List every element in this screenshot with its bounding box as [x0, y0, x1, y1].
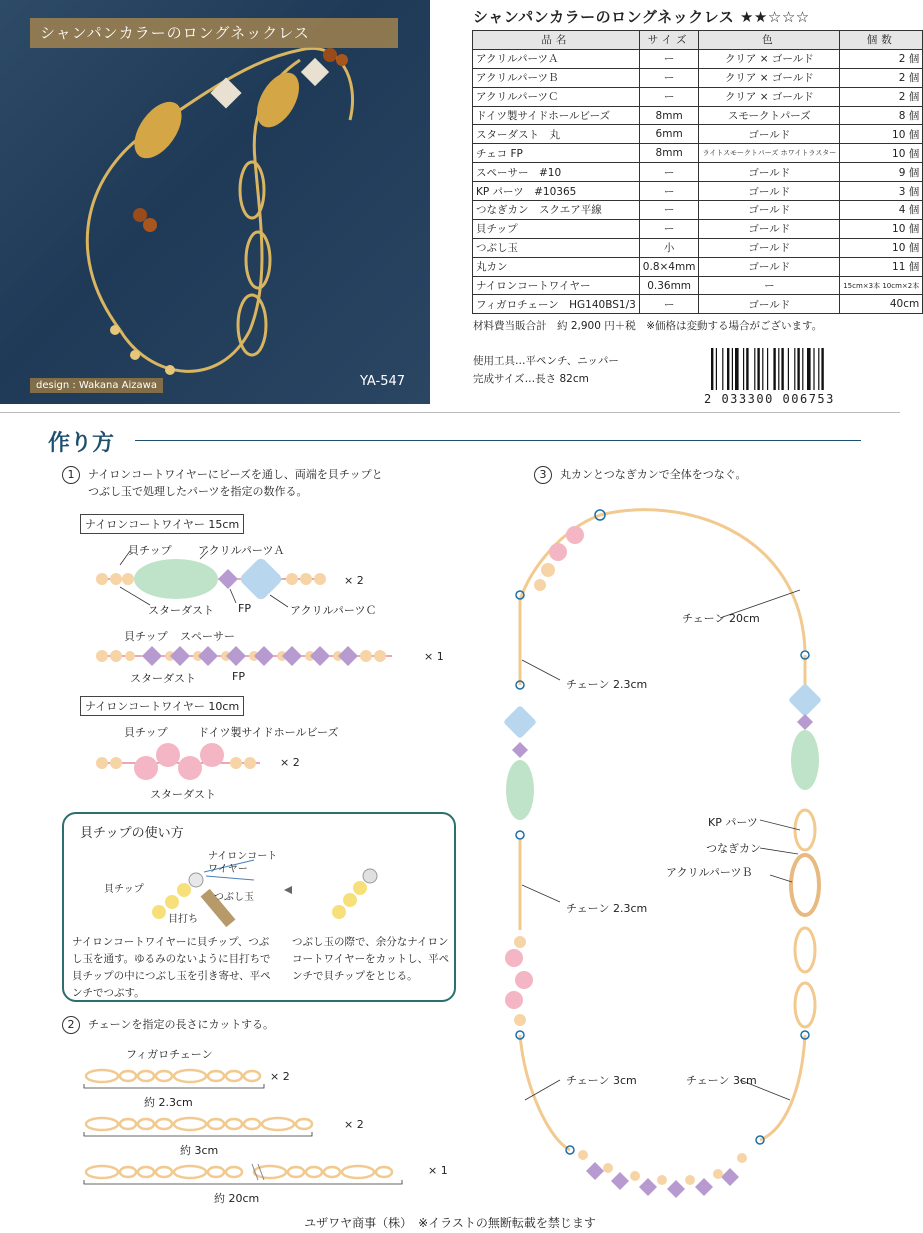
wire10-label: ナイロンコートワイヤー 10cm [80, 696, 244, 716]
barcode-bar [722, 348, 723, 390]
assembly-diagram [480, 490, 900, 1210]
item-color: ゴールド [699, 163, 840, 182]
item-count: 11 個 [840, 257, 923, 276]
chain3-length: 約 20cm [214, 1192, 260, 1205]
item-size: ー [639, 87, 699, 106]
c-stardust-label: スターダスト [150, 788, 216, 801]
barcode-bar [767, 348, 768, 390]
tip-right-text: つぶし玉の際で、余分なナイロンコートワイヤーをカットし、平ペンチで貝チップをとじる。 [292, 936, 450, 982]
item-name: アクリルパーツＣ [473, 87, 640, 106]
barcode-bar [743, 348, 744, 390]
barcode-bar [735, 348, 739, 390]
item-name: フィガロチェーン HG140BS1/3 [473, 295, 640, 314]
item-name: ドイツ製サイドホールビーズ [473, 106, 640, 125]
materials-cost: 材料費当販合計 約 2,900 円＋税 ※価格は変動する場合がございます。 [473, 320, 823, 332]
header-count: 個数 [840, 31, 923, 50]
item-count: 15cm×3本 10cm×2本 [840, 276, 923, 295]
materials-row [473, 238, 923, 257]
step3-number: 3 [534, 466, 552, 484]
barcode-bar [778, 348, 779, 390]
chain-cut-diagram [80, 1060, 420, 1208]
item-color: ライトスモークトパーズ ホワイトラスター [699, 144, 840, 163]
chain3a-label: チェーン 3cm [566, 1074, 637, 1087]
item-name: チェコ FP [473, 144, 640, 163]
materials-row [473, 106, 923, 125]
step2-text: チェーンを指定の長さにカットする。 [88, 1018, 275, 1031]
item-color: ー [699, 276, 840, 295]
item-count: 10 個 [840, 125, 923, 144]
barcode-bar [802, 348, 803, 390]
barcode-bar [754, 348, 755, 390]
b-fp-label: FP [232, 670, 245, 683]
wire15-label: ナイロンコートワイヤー 15cm [80, 514, 244, 534]
item-size: 0.36mm [639, 276, 699, 295]
b-stardust-label: スターダスト [130, 672, 196, 685]
materials-header-row [473, 31, 923, 50]
barcode-bar [818, 348, 819, 390]
item-count: 10 個 [840, 219, 923, 238]
materials-row [473, 163, 923, 182]
a-stardust-label: スターダスト [148, 604, 214, 617]
barcode-bar [781, 348, 783, 390]
item-color: ゴールド [699, 257, 840, 276]
materials-row [473, 49, 923, 68]
tip-title: 貝チップの使い方 [80, 826, 184, 841]
necklace-photo-illustration [0, 0, 430, 404]
chain3-multiplier: × 1 [428, 1164, 448, 1177]
item-size: 6mm [639, 125, 699, 144]
barcode-bar [711, 348, 713, 390]
tip-tsubushi-label: つぶし玉 [214, 892, 254, 903]
photo-title: シャンパンカラーのロングネックレス [30, 18, 398, 48]
barcode-bar [797, 348, 799, 390]
chain2-length: 約 3cm [180, 1144, 219, 1157]
item-count: 2 個 [840, 68, 923, 87]
item-count: 9 個 [840, 163, 923, 182]
item-count: 2 個 [840, 49, 923, 68]
barcode-bar [716, 348, 717, 390]
item-count: 4 個 [840, 201, 923, 220]
chain23a-label: チェーン 2.3cm [566, 678, 648, 691]
item-color: ゴールド [699, 201, 840, 220]
tip-left-text: ナイロンコートワイヤーに貝チップ、つぶし玉を通す。ゆるみのないように目打ちで貝チップの中につぶし玉を引き寄せ、平ペンチでつぶす。 [72, 936, 271, 999]
materials-row [473, 257, 923, 276]
item-name: アクリルパーツＡ [473, 49, 640, 68]
step1-text [88, 466, 383, 500]
b-spacer-label: スペーサー [180, 630, 235, 643]
item-name: ナイロンコートワイヤー [473, 276, 640, 295]
item-name: スペーサー #10 [473, 163, 640, 182]
step3-text: 丸カンとつなぎカンで全体をつなぐ。 [560, 468, 747, 481]
item-size: 8mm [639, 144, 699, 163]
item-color: ゴールド [699, 182, 840, 201]
chain2-multiplier: × 2 [344, 1118, 364, 1131]
b-multiplier: × 1 [424, 650, 444, 663]
tip-kai-label: 貝チップ [104, 884, 144, 895]
c-multiplier: × 2 [280, 756, 300, 769]
footer-text: ユザワヤ商事（株） ※イラストの無断転載を禁じます [304, 1216, 596, 1230]
item-color: クリア × ゴールド [699, 49, 840, 68]
a-kai-label: 貝チップ [128, 544, 172, 557]
a-acrylicA-label: アクリルパーツＡ [198, 544, 285, 557]
barcode-bar [727, 348, 729, 390]
item-color: クリア × ゴールド [699, 87, 840, 106]
howto-title: 作り方 [48, 431, 115, 456]
a-multiplier: × 2 [344, 574, 364, 587]
step1-text-line1: ナイロンコートワイヤーにビーズを通し、両端を貝チップと [88, 468, 383, 481]
barcode-number: 2 033300 006753 [704, 392, 835, 406]
product-title: シャンパンカラーのロングネックレス ★★☆☆☆ [473, 8, 810, 26]
barcode-bar [821, 348, 823, 390]
materials-row [473, 295, 923, 314]
chain23b-label: チェーン 2.3cm [566, 902, 648, 915]
barcode-bar [746, 348, 748, 390]
a-fp-label: FP [238, 602, 251, 615]
barcode-bar [794, 348, 795, 390]
barcode [711, 348, 861, 398]
barcode-bar [762, 348, 763, 390]
chain1-length: 約 2.3cm [144, 1096, 193, 1109]
item-size: ー [639, 68, 699, 87]
c-german-bead-label: ドイツ製サイドホールビーズ [198, 726, 339, 739]
photo-product-code: YA-547 [360, 374, 406, 389]
materials-row [473, 182, 923, 201]
b-kai-label: 貝チップ [124, 630, 168, 643]
item-size: ー [639, 49, 699, 68]
item-size: 8mm [639, 106, 699, 125]
materials-row [473, 87, 923, 106]
item-count: 3 個 [840, 182, 923, 201]
item-name: 貝チップ [473, 219, 640, 238]
photo-design-credit: design : Wakana Aizawa [30, 378, 163, 393]
item-count: 8 個 [840, 106, 923, 125]
item-count: 10 個 [840, 144, 923, 163]
item-size: ー [639, 163, 699, 182]
item-name: つなぎカン スクエア平線 [473, 201, 640, 220]
chain1-multiplier: × 2 [270, 1070, 290, 1083]
materials-row [473, 276, 923, 295]
kai-chip-tip-box [62, 812, 456, 1002]
acrylicB-label: アクリルパーツＢ [666, 866, 753, 879]
materials-row [473, 125, 923, 144]
barcode-bar [773, 348, 775, 390]
header-size: サイズ [639, 31, 699, 50]
tsunagi-label: つなぎカン [706, 842, 761, 855]
divider [0, 412, 900, 413]
step1-number: 1 [62, 466, 80, 484]
product-photo [0, 0, 430, 404]
howto-rule [135, 440, 861, 441]
c-kai-label: 貝チップ [124, 726, 168, 739]
item-size: ー [639, 182, 699, 201]
item-size: 0.8×4mm [639, 257, 699, 276]
item-size: ー [639, 219, 699, 238]
barcode-bar [788, 348, 789, 390]
step2-number: 2 [62, 1016, 80, 1034]
materials-row [473, 144, 923, 163]
barcode-bar [807, 348, 811, 390]
header-color: 色 [699, 31, 840, 50]
item-color: ゴールド [699, 219, 840, 238]
item-count: 10 個 [840, 238, 923, 257]
tools-line: 使用工具…平ペンチ、ニッパー [473, 355, 619, 367]
item-count: 40cm [840, 295, 923, 314]
barcode-bar [732, 348, 733, 390]
step1-text-line2: つぶし玉で処理したパーツを指定の数作る。 [88, 485, 308, 498]
item-name: 丸カン [473, 257, 640, 276]
materials-row [473, 68, 923, 87]
item-size: ー [639, 201, 699, 220]
item-color: ゴールド [699, 295, 840, 314]
tip-meuchi-label: 目打ち [168, 914, 198, 925]
materials-table [472, 30, 923, 314]
item-color: ゴールド [699, 125, 840, 144]
figaro-label: フィガロチェーン [126, 1048, 213, 1061]
kp-parts-label: KP パーツ [708, 816, 758, 829]
barcode-bar [757, 348, 759, 390]
item-name: スターダスト 丸 [473, 125, 640, 144]
item-name: アクリルパーツＢ [473, 68, 640, 87]
item-size: ー [639, 295, 699, 314]
item-color: スモークトパーズ [699, 106, 840, 125]
item-name: KP パーツ #10365 [473, 182, 640, 201]
item-color: ゴールド [699, 238, 840, 257]
chain20-label: チェーン 20cm [682, 612, 760, 625]
tip-nylon-label: ナイロンコート ワイヤー [208, 851, 278, 875]
barcode-bar [813, 348, 814, 390]
item-name: つぶし玉 [473, 238, 640, 257]
item-count: 2 個 [840, 87, 923, 106]
header-name: 品名 [473, 31, 640, 50]
materials-row [473, 219, 923, 238]
item-color: クリア × ゴールド [699, 68, 840, 87]
tools-info [473, 352, 619, 388]
chain3b-label: チェーン 3cm [686, 1074, 757, 1087]
size-line: 完成サイズ…長さ 82cm [473, 373, 589, 385]
materials-row [473, 201, 923, 220]
a-acrylicC-label: アクリルパーツＣ [290, 604, 377, 617]
item-size: 小 [639, 238, 699, 257]
